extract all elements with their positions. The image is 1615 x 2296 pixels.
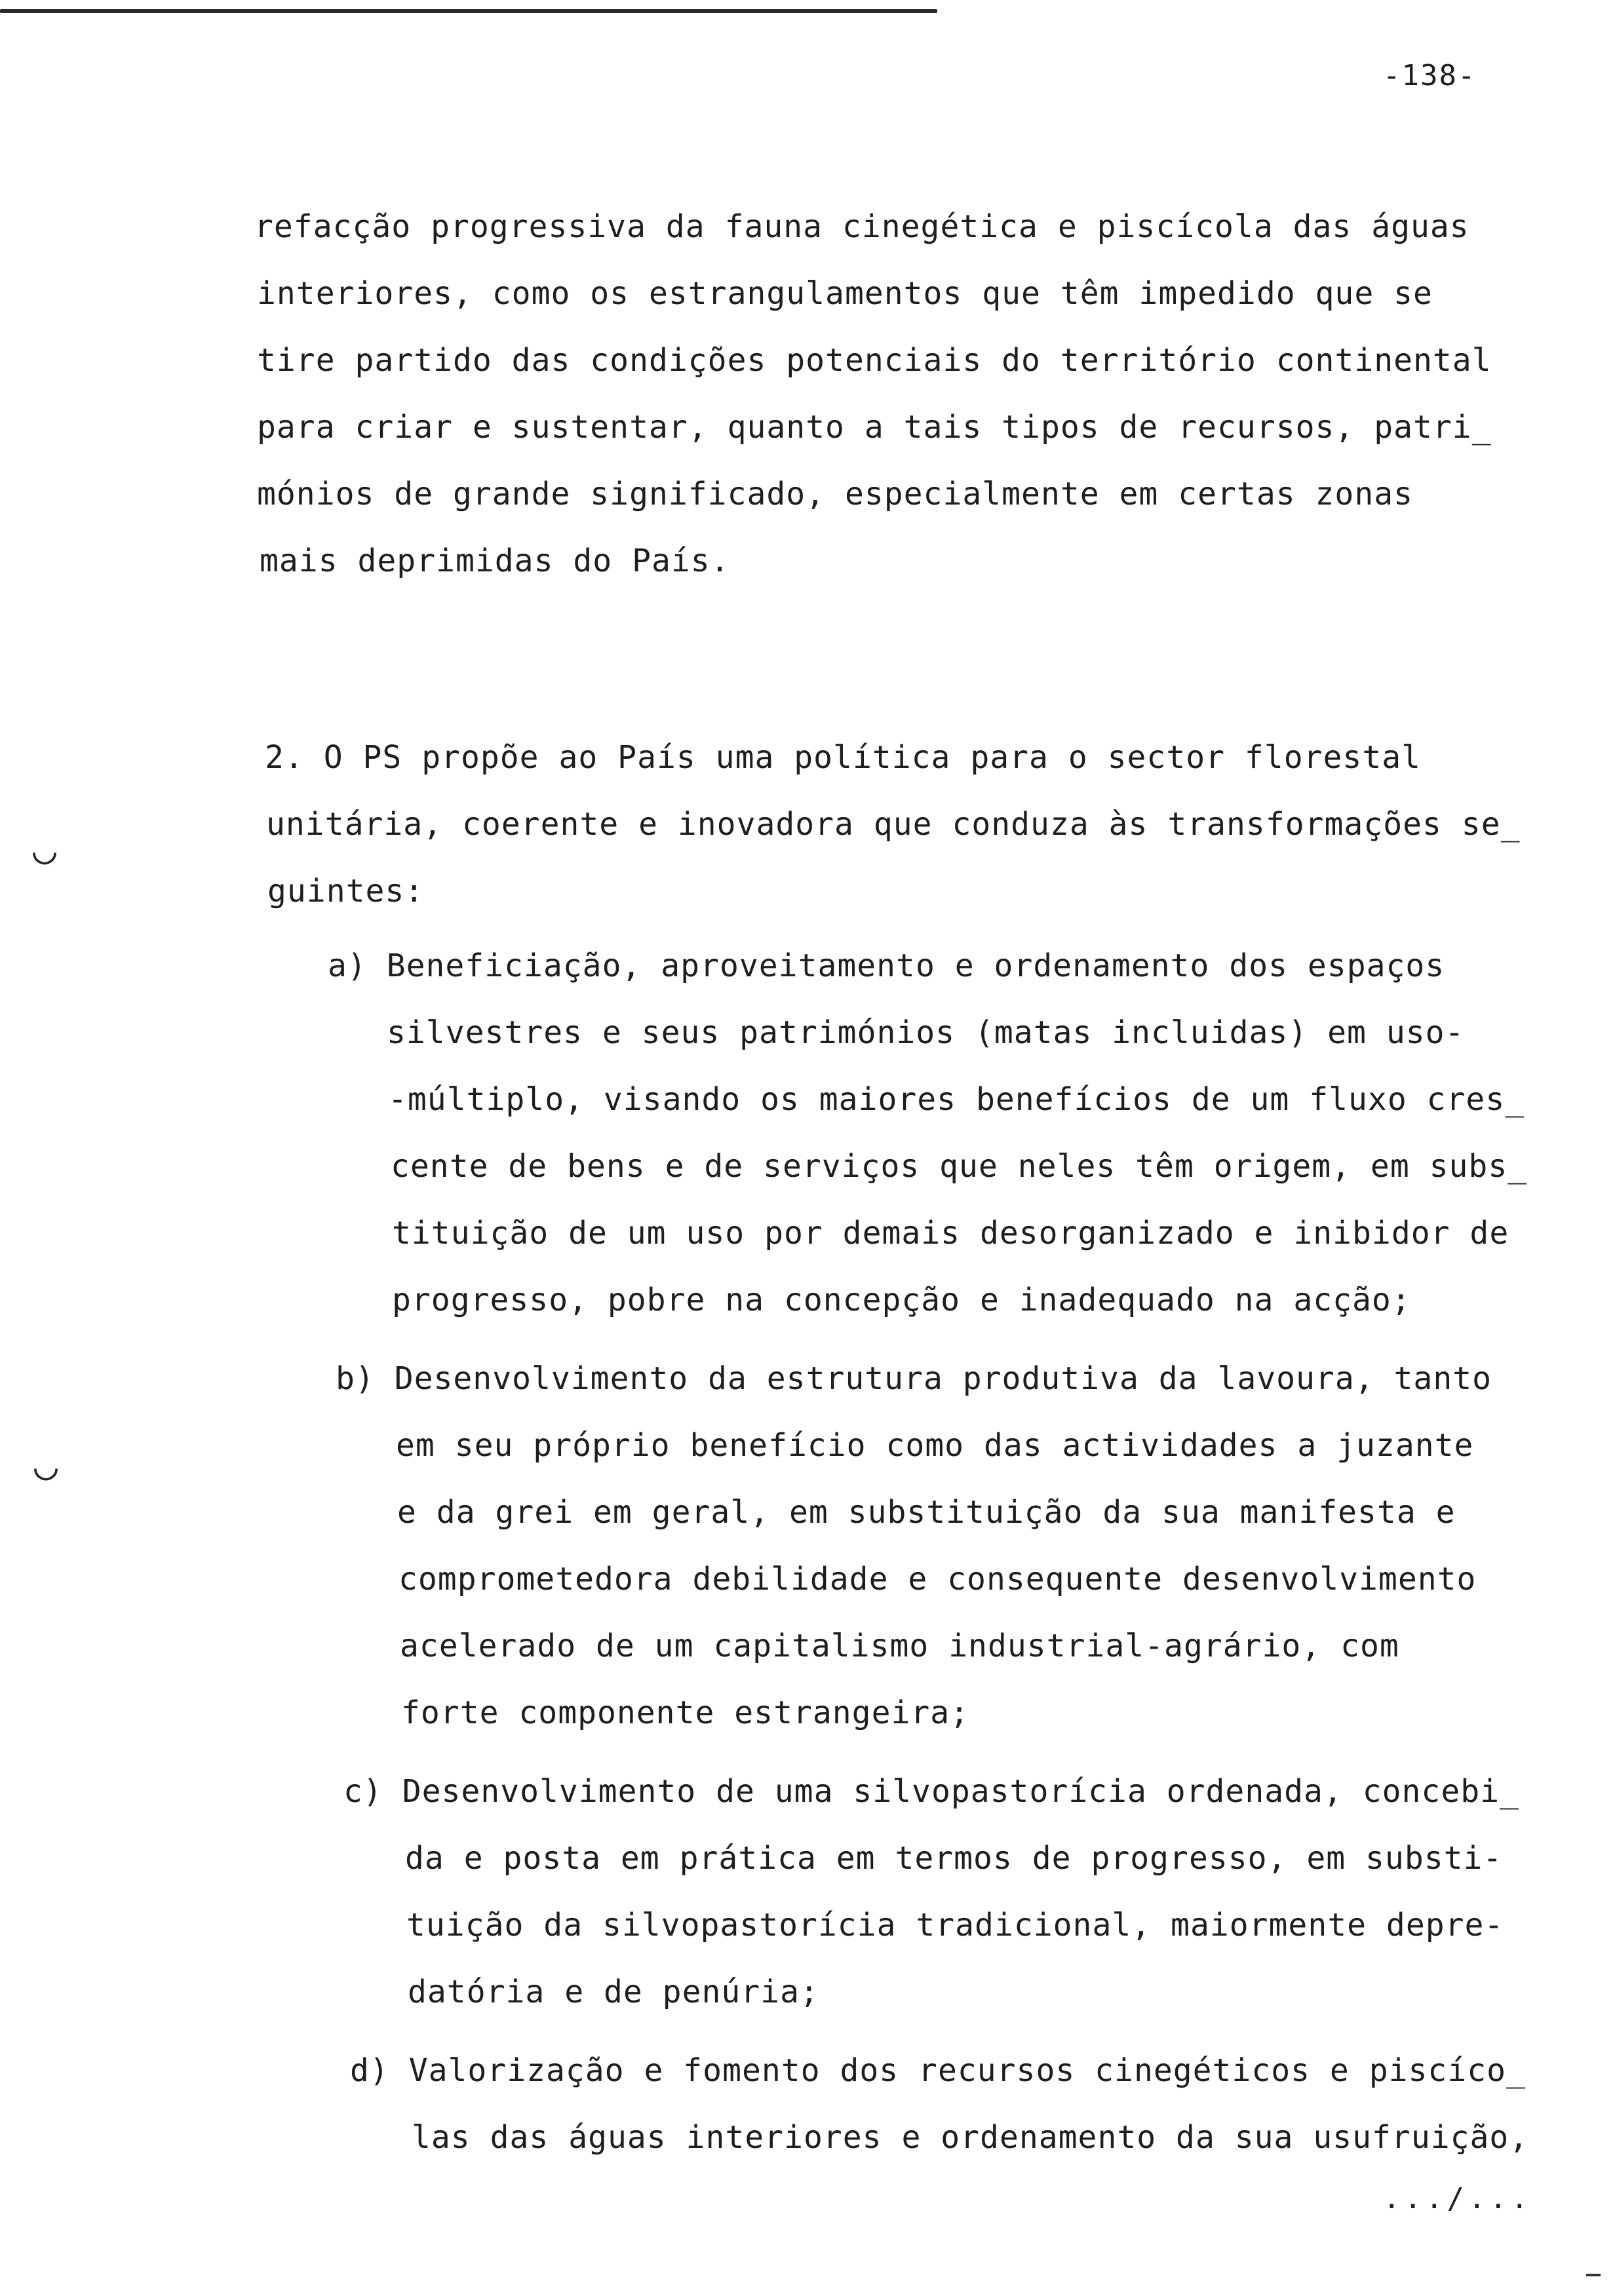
edge-mark bbox=[1586, 2274, 1601, 2276]
list-item-b-line: e da grei em geral, em substituição da sua manifesta e bbox=[397, 1494, 1456, 1531]
top-rule bbox=[0, 9, 937, 13]
body-line: mónios de grande significado, especialmente em certas zonas bbox=[257, 476, 1414, 512]
body-line: interiores, como os estrangulamentos que têm impedido que se bbox=[257, 275, 1433, 312]
list-item-d-line: las das águas interiores e ordenamento da sua usufruição, bbox=[412, 2119, 1529, 2156]
body-line: para criar e sustentar, quanto a tais tipos de recursos, patri_ bbox=[257, 409, 1492, 446]
section-line: unitária, coerente e inovadora que conduza às transformações se_ bbox=[266, 806, 1521, 843]
list-item-c-line: da e posta em prática em termos de progresso, em substi- bbox=[405, 1840, 1503, 1877]
list-item-b-line: forte componente estrangeira; bbox=[401, 1694, 970, 1731]
punch-hole-mark: ◡ bbox=[34, 1443, 58, 1489]
list-item-c-line: c) Desenvolvimento de uma silvopastorícia ordenada, concebi_ bbox=[343, 1773, 1519, 1810]
list-item-a-line: progresso, pobre na concepção e inadequado na acção; bbox=[392, 1282, 1411, 1318]
body-line: refacção progressiva da fauna cinegética e piscícola das águas bbox=[254, 208, 1469, 245]
list-item-d-line: d) Valorização e fomento dos recursos cinegéticos e piscíco_ bbox=[350, 2052, 1526, 2089]
punch-hole-mark: ◡ bbox=[33, 827, 57, 873]
continuation-mark: .../... bbox=[1383, 2182, 1532, 2215]
body-line: mais deprimidas do País. bbox=[260, 543, 730, 579]
list-item-c-line: tuição da silvopastorícia tradicional, maiormente depre- bbox=[406, 1907, 1504, 1943]
list-item-a-line: silvestres e seus patrimónios (matas incluidas) em uso- bbox=[387, 1014, 1465, 1051]
section-heading-line: 2. O PS propõe ao País uma política para o sector florestal bbox=[265, 739, 1422, 776]
list-item-a-line: -múltiplo, visando os maiores benefícios de um fluxo cres_ bbox=[388, 1081, 1525, 1118]
page-number: -138- bbox=[1383, 59, 1477, 92]
list-item-c-line: datória e de penúria; bbox=[408, 1974, 819, 2010]
section-line: guintes: bbox=[267, 873, 425, 909]
list-item-b-line: b) Desenvolvimento da estrutura produtiva da lavoura, tanto bbox=[336, 1360, 1492, 1397]
list-item-a-line: a) Beneficiação, aproveitamento e ordenamento dos espaços bbox=[328, 947, 1445, 984]
list-item-a-line: cente de bens e de serviços que neles têm origem, em subs_ bbox=[391, 1148, 1528, 1185]
list-item-b-line: acelerado de um capitalismo industrial-agrário, com bbox=[400, 1628, 1399, 1664]
body-line: tire partido das condições potenciais do território continental bbox=[257, 342, 1492, 379]
list-item-b-line: comprometedora debilidade e consequente desenvolvimento bbox=[399, 1561, 1477, 1598]
list-item-b-line: em seu próprio benefício como das actividades a juzante bbox=[396, 1427, 1474, 1464]
list-item-a-line: tituição de um uso por demais desorganizado e inibidor de bbox=[392, 1215, 1509, 1252]
